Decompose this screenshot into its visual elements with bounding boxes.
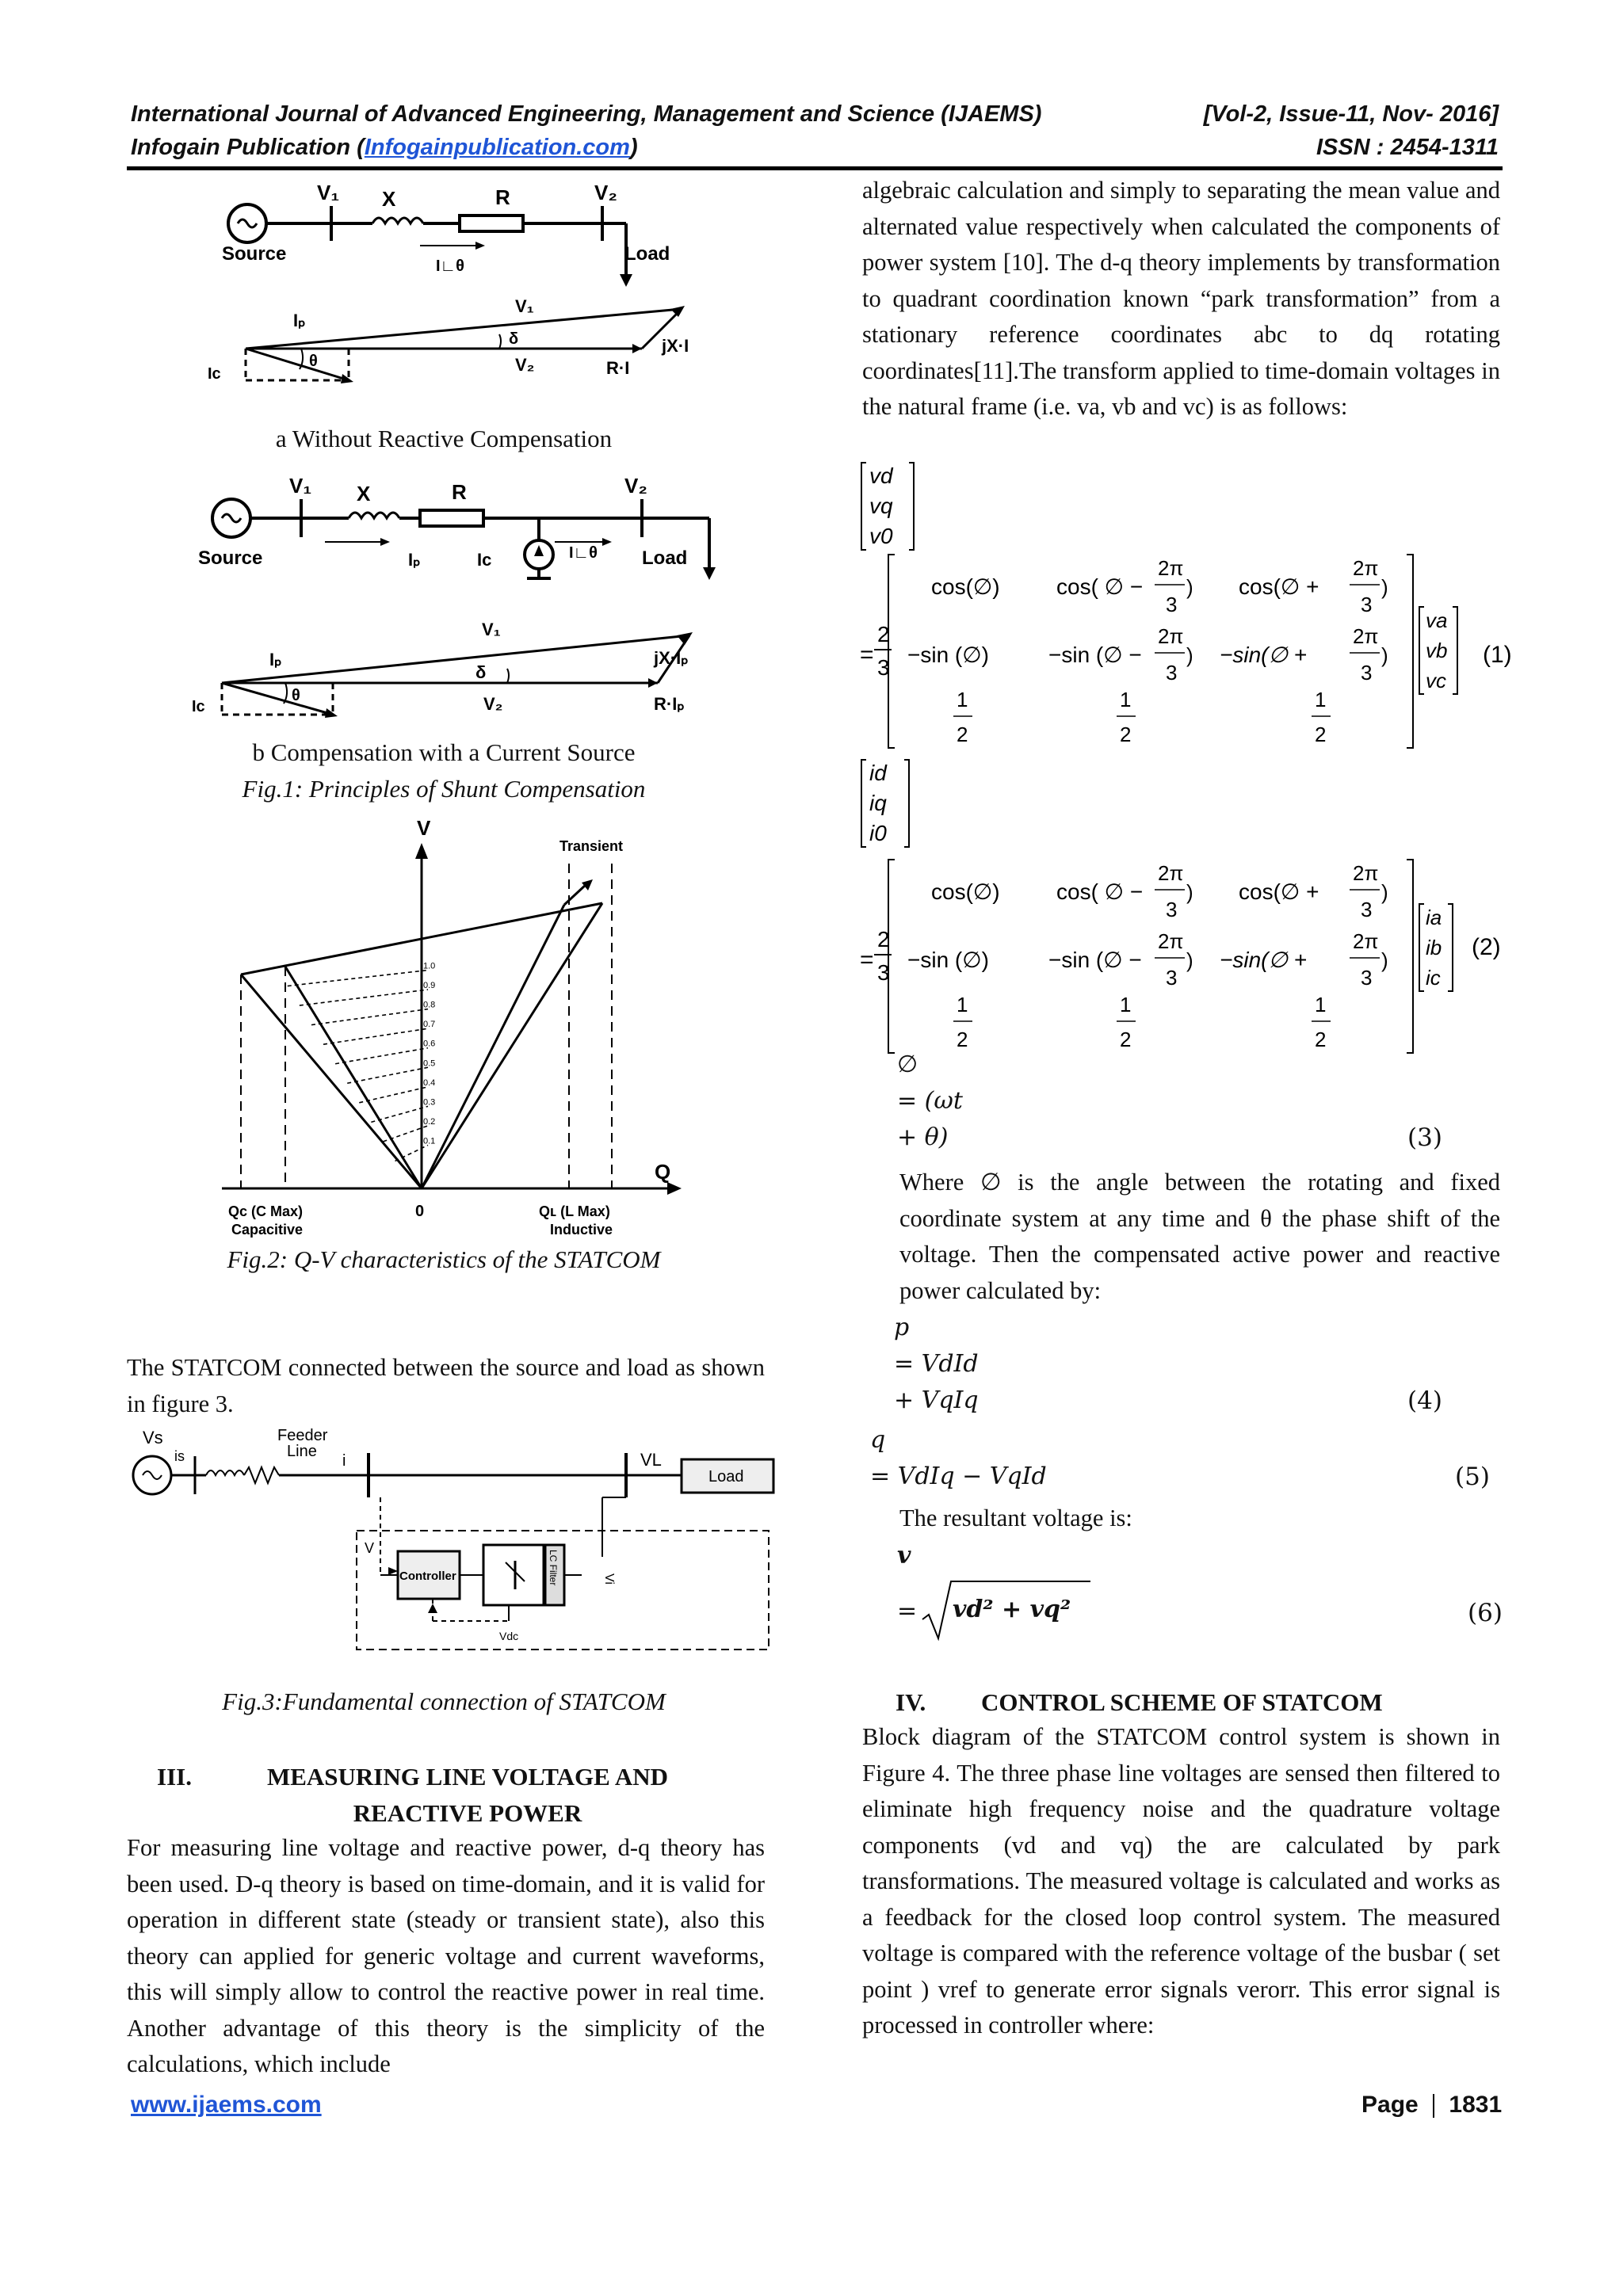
fig2-level-label: 1.0 [423, 961, 436, 971]
eq1-h3-num: 1 [1315, 688, 1327, 711]
fig2-level-line [300, 990, 428, 1005]
issn: ISSN : 2454-1311 [1316, 135, 1499, 160]
eq1-f3-den: 3 [1166, 661, 1178, 685]
eq1-f2-close: ) [1381, 575, 1388, 599]
fig1b-v1b: V₁ [482, 620, 501, 639]
fig2-q-axis: Q [655, 1160, 671, 1184]
eq5-line-1: q [870, 1426, 886, 1454]
fig2-level-label: 0.8 [423, 1000, 436, 1010]
fig2-level-line [323, 1028, 428, 1044]
eq1-f4-den: 3 [1361, 661, 1373, 685]
eq2-f2-num: 2π [1353, 861, 1379, 885]
fig1a-caption: a Without Reactive Compensation [275, 425, 613, 452]
publisher-suffix: ) [629, 135, 638, 160]
eq1-equals: = [860, 642, 874, 668]
eq1-f1-den: 3 [1166, 593, 1178, 616]
fig1b-v2: V₂ [624, 474, 647, 498]
footer-page-label: Page [1361, 2092, 1419, 2118]
sec4-body: Block diagram of the STATCOM control system is shown in Figure 4. The three phase line voltages are sensed then filtered to eliminate high frequency noise and the quadrature voltage components (vd and vq) the are calculated by park transformations. The measured voltage is calculated and works as a feedback for the closed loop control system. The measured voltage is compared with the reference voltage of the busbar ( set point ) vref to generate error signals verorr. This error signal is processed in controller where: [862, 1723, 1500, 2039]
eq2-r2c2: −sin (∅ − [1048, 948, 1142, 972]
fig1b-ip: Iₚ [408, 550, 421, 570]
eq2-f3-num: 2π [1158, 929, 1184, 953]
fig1a-r: R [495, 185, 510, 209]
eq1-vb: vb [1426, 639, 1448, 662]
eq3-line-2: = (ωt [897, 1087, 963, 1115]
fig1a-diagram [198, 176, 705, 390]
footer-site [131, 2092, 322, 2119]
eq3-line-3: + θ) [897, 1123, 949, 1151]
eq2-number: (2) [1472, 934, 1501, 960]
eq2-f4-close: ) [1381, 948, 1388, 972]
eq1-f3-close: ) [1186, 643, 1193, 667]
eq2-f2-den: 3 [1361, 898, 1373, 921]
header-line-2 [131, 135, 1499, 161]
fig1b-source: Source [198, 547, 263, 569]
footer-site-link[interactable]: www.ijaems.com [131, 2092, 322, 2118]
eq1-r2c2: −sin (∅ − [1048, 643, 1142, 667]
left-para-1: The STATCOM connected between the source and load as shown in figure 3. [127, 1354, 765, 1417]
eq2-ib: ib [1426, 936, 1442, 959]
eq2-f4-den: 3 [1361, 966, 1373, 990]
where-paragraph: Where ∅ is the angle between the rotating and fixed coordinate system at any time and θ the phase shift of the voltage. Then the compensated active power and reactive power calculated by: [899, 1169, 1500, 1304]
eq1-vd: vd [869, 463, 893, 488]
fig3-diagram [127, 1426, 785, 1664]
fig1a-ri: R·I [606, 358, 630, 378]
eq1-f4-close: ) [1381, 643, 1388, 667]
eq3-line-1: ∅ [897, 1051, 918, 1078]
eq1-vc: vc [1426, 669, 1446, 692]
footer-page [1361, 2092, 1502, 2119]
fig1a-ip: Iₚ [293, 311, 306, 330]
eq2-f4-num: 2π [1353, 929, 1379, 953]
fig1a-jxi: jX·I [662, 336, 689, 356]
sec3-title-2: REACTIVE POWER [353, 1799, 582, 1827]
eq4-number: (4) [1407, 1386, 1442, 1415]
fig1-caption: Fig.1: Principles of Shunt Compensation [242, 775, 646, 803]
fig1b-caption: b Compensation with a Current Source [252, 738, 636, 766]
footer-page-number: 1831 [1449, 2092, 1503, 2118]
eq1-v0: v0 [869, 524, 893, 548]
fig2-level-line [311, 1009, 428, 1025]
eq2-f1-close: ) [1186, 880, 1193, 904]
eq1-number: (1) [1483, 642, 1512, 668]
fig1b-theta: θ [292, 687, 300, 704]
fig1a-x: X [382, 187, 396, 211]
publisher-prefix: Infogain Publication ( [131, 135, 365, 160]
eq1-f2-den: 3 [1361, 593, 1373, 616]
fig1b-x: X [357, 482, 371, 505]
fig3-line: Line [287, 1443, 317, 1460]
fig2-chart [206, 816, 697, 1252]
eq4-line-3: + VqIq [894, 1386, 979, 1414]
eq2-i0: i0 [869, 821, 887, 845]
eq1-r1c3: cos(∅ + [1239, 574, 1319, 599]
fig2-transient: Transient [559, 838, 624, 854]
eq1-f2-num: 2π [1353, 556, 1379, 580]
eq6-line-1: v [897, 1542, 911, 1569]
eq2-r1c1: cos(∅) [931, 879, 1000, 904]
fig1a-v1: V₁ [317, 181, 340, 204]
eq1-vq: vq [869, 494, 893, 518]
eq4-line-1: p [894, 1314, 910, 1341]
fig1b-v2b: V₂ [483, 694, 503, 714]
eq2-id: id [869, 761, 887, 785]
eq3-number: (3) [1407, 1123, 1442, 1152]
fig2-right-label-1: Qʟ (L Max) [539, 1203, 610, 1219]
fig3-vs: Vs [143, 1428, 163, 1447]
eq2-f1-den: 3 [1166, 898, 1178, 921]
eq6-equals: = [897, 1597, 918, 1625]
eq2-h3-den: 2 [1315, 1028, 1327, 1051]
resultant-text: The resultant voltage is: [899, 1505, 1132, 1531]
eq2-r1c2: cos( ∅ − [1056, 879, 1144, 904]
eq6-number: (6) [1468, 1599, 1503, 1627]
fig1a-v1b: V₁ [515, 296, 534, 316]
fig2-level-label: 0.6 [423, 1039, 436, 1049]
fig2-left-label-1: Qᴄ (C Max) [228, 1203, 304, 1219]
eq2-r2c1: −sin (∅) [907, 948, 989, 972]
eq1-h2-num: 1 [1120, 688, 1132, 711]
eq1-h1-num: 1 [957, 688, 968, 711]
fig1b-jxip: jX·Iₚ [654, 648, 689, 668]
fig3-is: is [174, 1448, 185, 1464]
eq5-line-2: = VdIq − VqId [870, 1463, 1047, 1490]
eq2-ia: ia [1426, 906, 1442, 929]
fig1b-current: I∟θ [569, 544, 598, 562]
eq2-r2c3: −sin(∅ + [1220, 948, 1307, 972]
fig1b-rip: R·Iₚ [654, 694, 685, 714]
sec3-number: III. [157, 1763, 192, 1791]
eq2-h3-num: 1 [1315, 993, 1327, 1016]
sec3-body: For measuring line voltage and reactive power, d-q theory has been used. D-q theory is based on time-domain, and it is valid for operation in different state (steady or transient state), also this theory can applied for generic voltage and current waveforms, this will simply allow to control the reactive power in real time. Another advantage of this theory is the simplicity of the calculations, which include [127, 1834, 765, 2077]
sec3-title-1: MEASURING LINE VOLTAGE AND [266, 1763, 669, 1791]
fig1b-ic2: Iᴄ [192, 698, 205, 715]
fig2-level-line [335, 1048, 428, 1064]
eq2-h1-den: 2 [957, 1028, 968, 1051]
eq1-r1c2: cos( ∅ − [1056, 574, 1144, 599]
fig2-origin: 0 [415, 1203, 425, 1220]
fig2-level-label: 0.9 [423, 981, 436, 991]
fig1b-ic: Iᴄ [477, 550, 492, 570]
eq2-three: 3 [877, 960, 890, 985]
eq1-two: 2 [877, 622, 890, 646]
fig2-level-label: 0.5 [423, 1058, 436, 1069]
eq1-h3-den: 2 [1315, 723, 1327, 746]
eq2-h1-num: 1 [957, 993, 968, 1016]
footer-divider [1433, 2094, 1434, 2118]
fig2-level-line [371, 1106, 428, 1122]
fig1b-load: Load [642, 547, 688, 569]
fig1a-source: Source [222, 243, 287, 265]
eq1-three: 3 [877, 655, 890, 680]
fig1b-diagram [190, 469, 729, 738]
eq1-f4-num: 2π [1353, 624, 1379, 648]
fig3-v: V [365, 1540, 375, 1556]
header-rule [127, 166, 1503, 170]
fig2-level-label: 0.2 [423, 1116, 436, 1127]
fig2-left-label-2: Capacitive [231, 1222, 304, 1238]
eq1-f3-num: 2π [1158, 624, 1184, 648]
fig2-level-label: 0.3 [423, 1097, 436, 1108]
eq2-ic: ic [1426, 966, 1441, 990]
fig1b-delta: δ [475, 662, 487, 682]
eq1-h2-den: 2 [1120, 723, 1132, 746]
fig3-vl: VL [640, 1450, 662, 1470]
fig1b-v1: V₁ [289, 474, 312, 498]
fig2-v-axis: V [417, 816, 431, 840]
eq2-f1-num: 2π [1158, 861, 1184, 885]
fig2-level-label: 0.4 [423, 1077, 436, 1088]
fig3-lc-filter: LC Filter [548, 1550, 559, 1586]
volume-info: [Vol-2, Issue-11, Nov- 2016] [1203, 101, 1499, 127]
fig2-level-label: 0.1 [423, 1136, 436, 1146]
sec4-number: IV. [896, 1688, 926, 1716]
right-para-1: algebraic calculation and simply to separating the mean value and alternated value respectively when calculated the components of power system [10]. The d-q theory implements by transformation to quadrant coordination known “park transformation” from a stationary reference coordinates abc to dq rotating coordinates[11].The transform applied to time-domain voltages in the natural frame (i.e. va, vb and vc) is as follows: [862, 177, 1500, 420]
fig3-load: Load [708, 1468, 744, 1486]
eq2-f3-den: 3 [1166, 966, 1178, 990]
fig3-feeder: Feeder [277, 1427, 328, 1444]
fig1a-v2: V₂ [594, 181, 617, 204]
header-line-1 [131, 101, 1499, 128]
fig2-caption: Fig.2: Q-V characteristics of the STATCOM [227, 1245, 661, 1273]
fig2-level-line [347, 1067, 428, 1083]
eq2 [860, 757, 1526, 1058]
eq2-two: 2 [877, 927, 890, 952]
journal-title: International Journal of Advanced Engineering, Management and Science (IJAEMS) [131, 101, 1042, 127]
eq2-equals: = [860, 947, 874, 973]
fig1a-v2b: V₂ [515, 355, 535, 375]
eq2-h2-num: 1 [1120, 993, 1132, 1016]
eq2-r1c3: cos(∅ + [1239, 879, 1319, 904]
fig1a-current: I∟θ [436, 257, 464, 275]
eq2-h2-den: 2 [1120, 1028, 1132, 1051]
eq1-r2c1: −sin (∅) [907, 643, 989, 667]
fig3-controller: Controller [399, 1569, 456, 1583]
fig2-level-line [288, 971, 428, 986]
fig1a-ic: Iᴄ [208, 365, 221, 383]
fig1a-delta: δ [509, 330, 519, 348]
eq2-f3-close: ) [1186, 948, 1193, 972]
fig1b-r: R [452, 480, 467, 504]
eq1-r1c1: cos(∅) [931, 574, 1000, 599]
publisher-link[interactable]: Infogainpublication.com [364, 135, 630, 160]
eq6-radicand: vd² + vq² [953, 1596, 1071, 1623]
sec4-title: CONTROL SCHEME OF STATCOM [981, 1688, 1383, 1716]
fig2-level-line [359, 1087, 428, 1103]
fig3-i: i [342, 1452, 346, 1470]
eq2-iq: iq [869, 791, 887, 815]
eq1 [860, 460, 1526, 761]
fig1b-ip2: Iₚ [269, 650, 282, 669]
fig3-caption: Fig.3:Fundamental connection of STATCOM [222, 1688, 666, 1715]
eq4-line-2: = VdId [894, 1350, 979, 1378]
eq5-number: (5) [1455, 1463, 1490, 1491]
eq1-f1-close: ) [1186, 575, 1193, 599]
fig1a-theta: θ [309, 353, 318, 370]
eq1-va: va [1426, 608, 1448, 632]
eq1-h1-den: 2 [957, 723, 968, 746]
fig2-level-lines [288, 971, 428, 1161]
fig1a-load: Load [624, 243, 670, 265]
fig2-right-label-2: Inductive [550, 1222, 613, 1238]
fig3-vdc: Vdc [499, 1630, 519, 1642]
fig2-level-label: 0.7 [423, 1020, 436, 1030]
fig3-vi: Vi [602, 1573, 616, 1585]
eq1-r2c3: −sin(∅ + [1220, 643, 1307, 667]
eq2-f2-close: ) [1381, 880, 1388, 904]
eq1-f1-num: 2π [1158, 556, 1184, 580]
